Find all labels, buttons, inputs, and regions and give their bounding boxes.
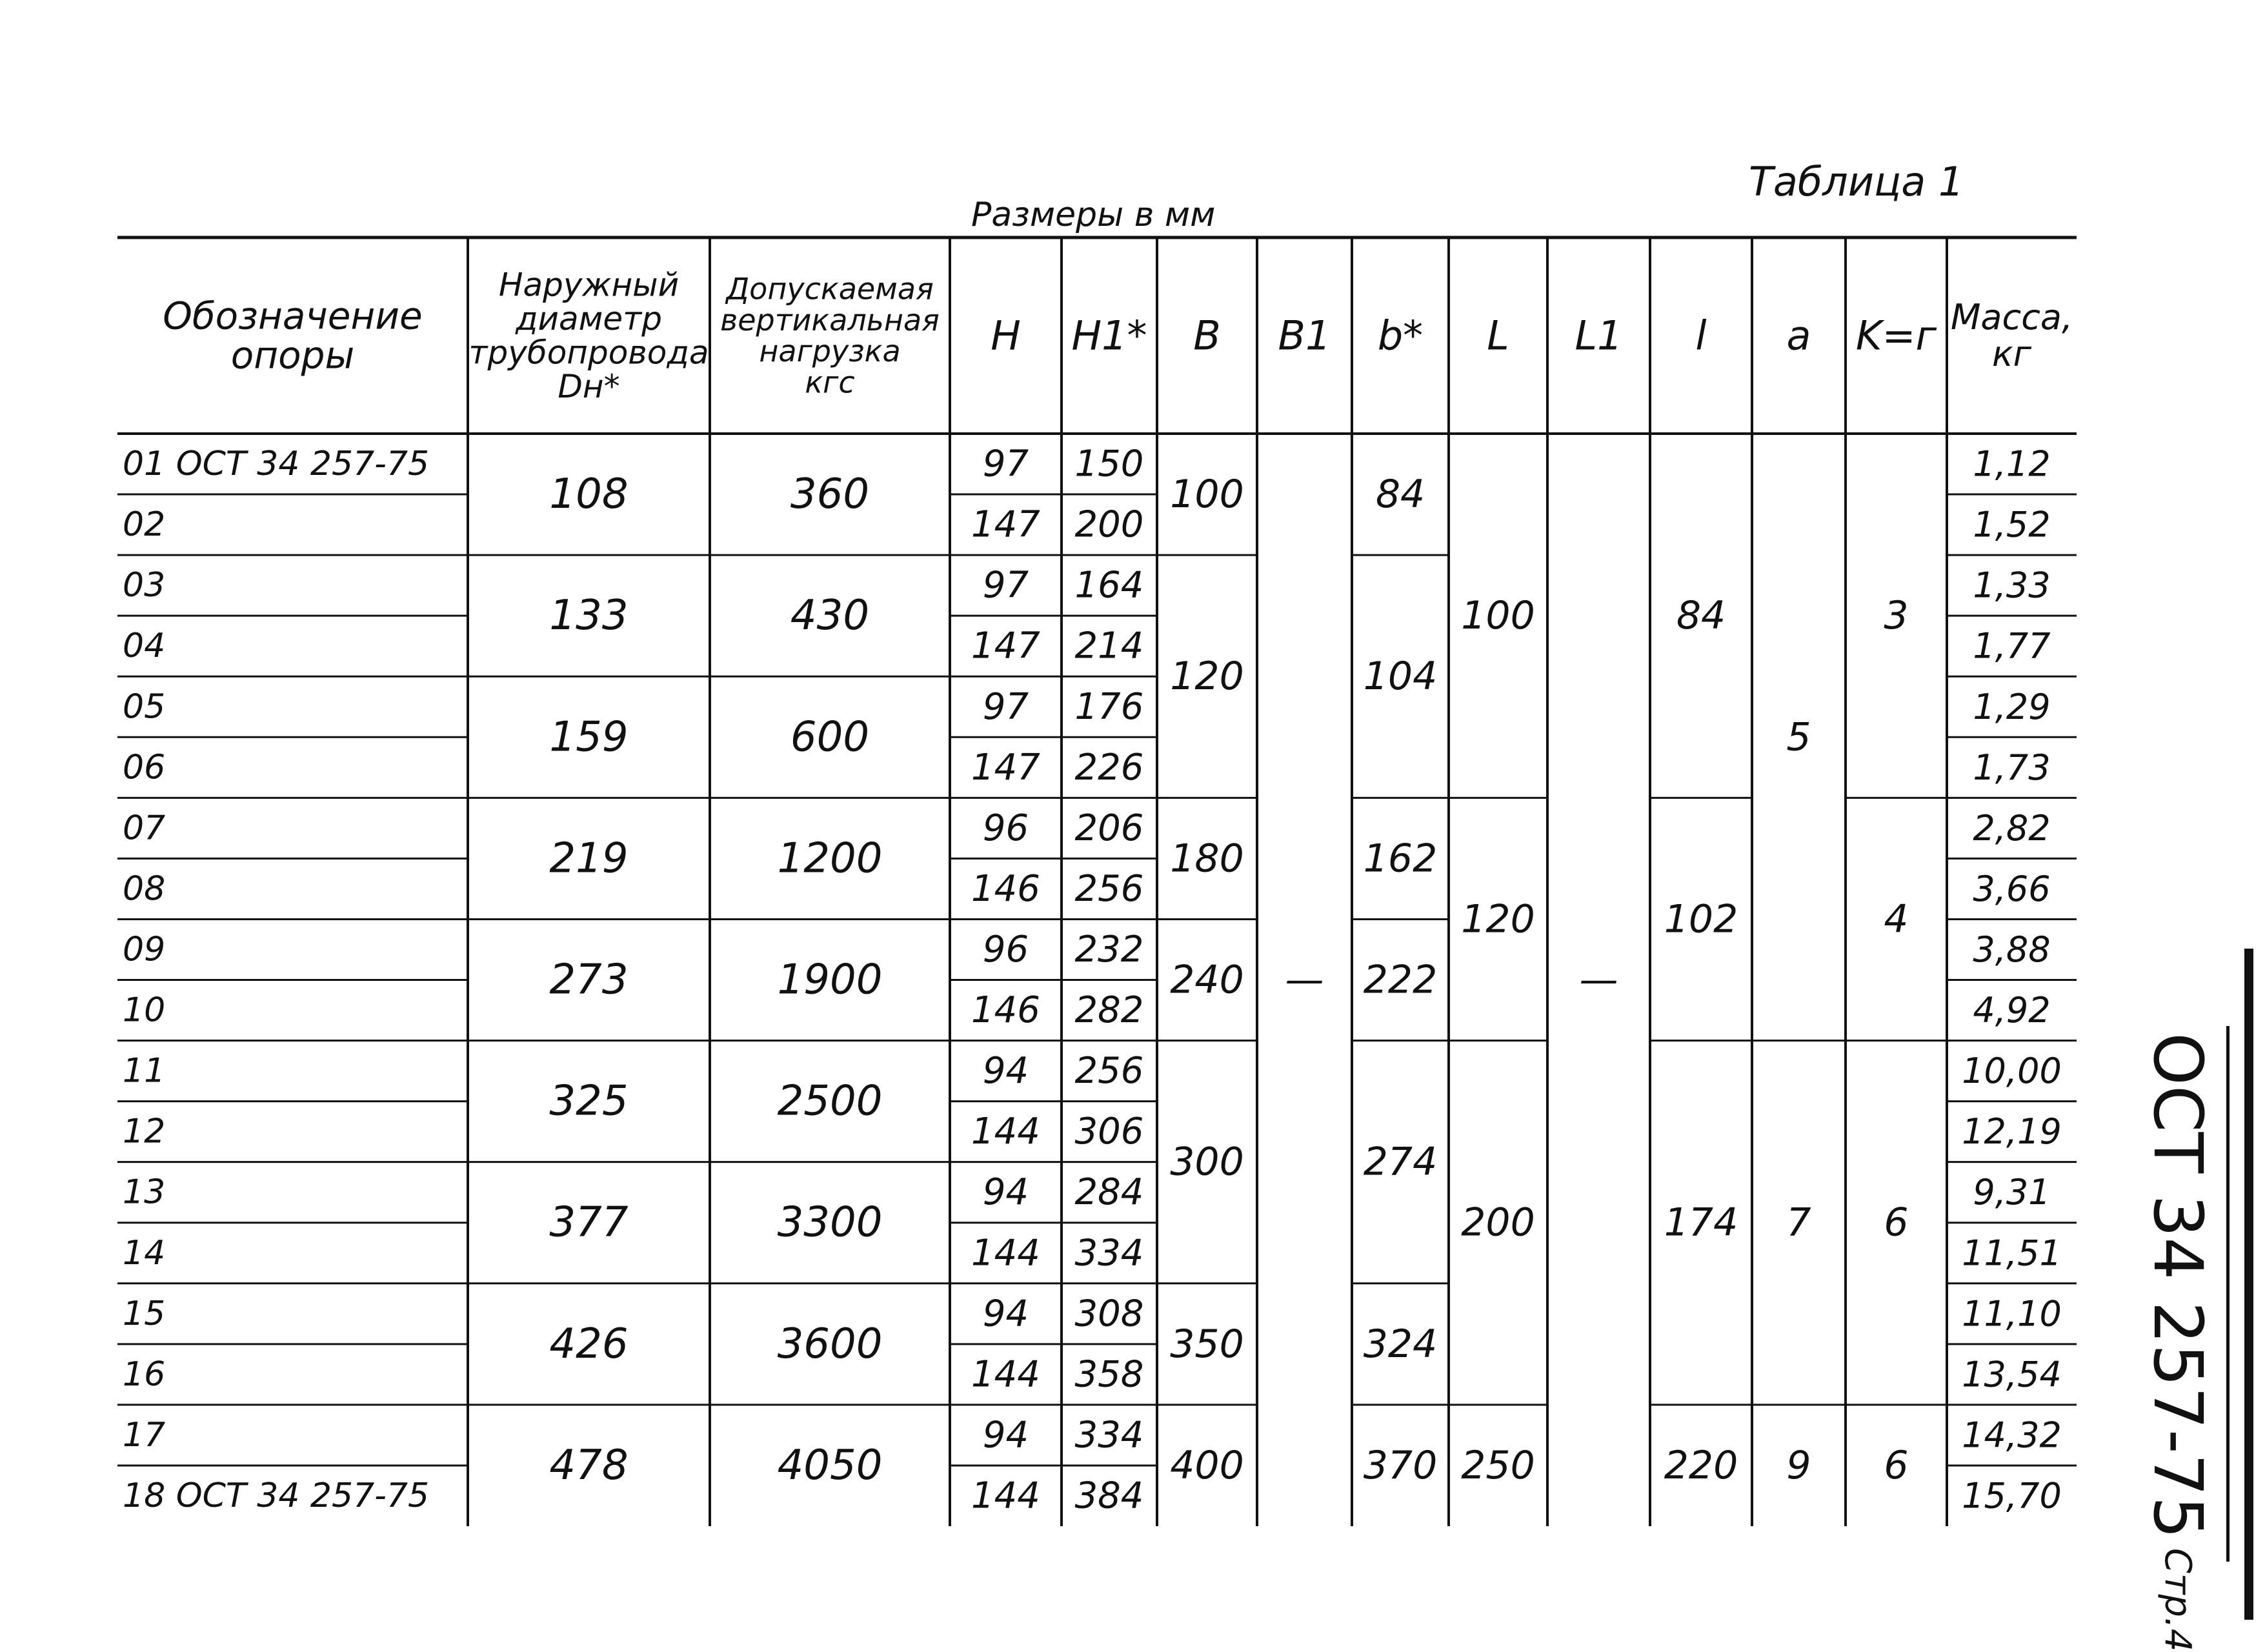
designation-cell: 13 [123,1173,166,1212]
designation-cell: 08 [123,869,166,909]
outer-diameter-cell: 325 [549,1077,629,1125]
mass-header-line: Масса, [1950,297,2073,338]
H-cell: 96 [982,928,1029,971]
H-cell: 94 [982,1050,1029,1093]
H-cell: 144 [971,1111,1040,1153]
designation-header-line: Обозначение [163,294,423,338]
B-cell: 300 [1170,1139,1244,1185]
a-cell: 9 [1786,1442,1811,1488]
L-cell: 250 [1461,1442,1535,1488]
L-cell: 200 [1461,1200,1535,1245]
H1-cell: 308 [1074,1293,1144,1335]
outer-diameter-cell: 426 [549,1320,629,1368]
dimensions-caption: Размеры в мм [971,196,1216,234]
H1-cell: 226 [1074,746,1144,789]
H-cell: 97 [982,443,1029,485]
load-header-line: кгс [805,365,855,400]
H1-cell: 358 [1074,1353,1144,1396]
designation-cell: 05 [123,687,166,727]
b-cell: 222 [1363,957,1438,1003]
B-cell: 180 [1170,836,1244,881]
H1-cell: 256 [1074,1050,1144,1093]
outer-diameter-header-line: Dн* [558,367,620,405]
H1-cell: 206 [1074,807,1144,849]
load-header-line: Допускаемая [726,271,934,307]
b-cell: 162 [1363,836,1438,881]
table-header [163,266,2073,405]
mass-cell: 1,52 [1973,504,2051,545]
b-cell: 324 [1363,1321,1438,1367]
outer-diameter-header-line: диаметр [515,299,663,337]
K-cell: 4 [1884,896,1909,942]
B-cell: 400 [1170,1442,1244,1488]
outer-diameter-header-line: Наружный [498,266,680,304]
H-cell: 146 [971,867,1040,910]
designation-header-line: опоры [230,333,355,378]
B-cell: 120 [1170,654,1244,700]
outer-diameter-cell: 108 [549,470,629,519]
mass-cell: 11,51 [1962,1233,2062,1274]
a-cell: 7 [1786,1200,1811,1245]
standard-code: ОСТ 34 257-75 [2139,1032,2217,1539]
outer-diameter-cell: 273 [549,956,629,1004]
H1-cell: 150 [1074,443,1144,485]
mass-cell: 1,12 [1973,443,2051,485]
mass-cell: 11,10 [1962,1293,2062,1335]
l-cell: 174 [1664,1200,1738,1245]
H1-cell: 256 [1074,867,1144,910]
designation-cell: 11 [123,1051,166,1091]
outer-diameter-cell: 377 [549,1198,629,1247]
H1-cell: 284 [1074,1171,1144,1214]
H-cell: 147 [971,503,1040,546]
load-header-line: нагрузка [759,334,901,369]
designation-cell: 04 [123,627,166,666]
designation-cell: 01 ОСТ 34 257-75 [123,445,430,484]
outer-diameter-cell: 133 [549,592,629,640]
load-cell: 4050 [777,1441,883,1489]
designation-cell: 17 [123,1415,166,1455]
L-cell: 120 [1461,896,1535,942]
designation-cell: 12 [123,1112,166,1151]
H-cell: 146 [971,989,1040,1032]
H-cell: 144 [971,1475,1040,1517]
B1-cell: — [1285,957,1324,1003]
header-B1: B1 [1278,312,1331,359]
load-cell: 430 [790,592,870,640]
load-cell: 1200 [777,834,883,883]
H-cell: 94 [982,1293,1029,1335]
a-cell: 5 [1786,714,1811,760]
designation-cell: 14 [123,1233,166,1273]
b-cell: 274 [1363,1139,1438,1185]
H1-cell: 282 [1074,989,1144,1032]
header-K: K=г [1855,312,1937,359]
b-cell: 84 [1375,472,1425,518]
designation-cell: 09 [123,930,166,969]
load-cell: 1900 [777,956,883,1004]
mass-cell: 13,54 [1962,1354,2062,1395]
load-cell: 360 [790,470,870,519]
mass-cell: 14,32 [1962,1415,2062,1456]
b-cell: 370 [1363,1442,1438,1488]
header-b: b* [1377,312,1424,359]
mass-cell: 1,29 [1973,686,2051,727]
load-cell: 600 [790,713,870,761]
H-cell: 96 [982,807,1029,849]
H1-cell: 214 [1074,625,1144,667]
K-cell: 3 [1884,593,1909,639]
H1-cell: 176 [1074,685,1144,728]
K-cell: 6 [1884,1442,1909,1488]
l-cell: 220 [1664,1442,1738,1488]
designation-cell: 06 [123,748,166,787]
designation-cell: 07 [123,809,166,848]
H-cell: 144 [971,1232,1040,1274]
H-cell: 147 [971,746,1040,789]
mass-cell: 9,31 [1973,1172,2051,1213]
header-L: L [1487,312,1509,359]
l-cell: 84 [1676,593,1726,639]
header-a: a [1786,312,1811,359]
H1-cell: 334 [1074,1414,1144,1456]
header-l: l [1695,312,1707,359]
b-cell: 104 [1363,654,1438,700]
outer-diameter-cell: 478 [549,1441,629,1489]
mass-cell: 2,82 [1973,807,2051,849]
H1-cell: 384 [1074,1475,1144,1517]
H-cell: 97 [982,685,1029,728]
header-H1: H1* [1071,312,1147,359]
H-cell: 94 [982,1171,1029,1214]
page-number: Стр.4 [2157,1547,2199,1652]
H1-cell: 232 [1074,928,1144,971]
table-title: Таблица 1 [1749,158,1964,205]
mass-cell: 1,33 [1973,565,2051,606]
H1-cell: 200 [1074,503,1144,546]
mass-cell: 3,88 [1973,929,2051,970]
H1-cell: 334 [1074,1232,1144,1274]
load-cell: 3600 [777,1320,883,1368]
designation-cell: 18 ОСТ 34 257-75 [123,1476,430,1515]
page-edge-bar [2244,949,2253,1620]
H1-cell: 164 [1074,564,1144,607]
header-B: B [1193,312,1221,359]
mass-cell: 10,00 [1962,1051,2062,1092]
header-L1: L1 [1575,312,1623,359]
designation-cell: 16 [123,1355,166,1394]
outer-diameter-header-line: трубопровода [468,334,709,372]
designation-cell: 02 [123,505,166,545]
load-header-line: вертикальная [720,302,940,337]
mass-cell: 1,73 [1973,747,2051,788]
H-cell: 94 [982,1414,1029,1456]
K-cell: 6 [1884,1200,1909,1245]
mass-cell: 3,66 [1973,868,2051,909]
header-H: H [991,312,1021,359]
mass-header-line: кг [1992,333,2031,374]
load-cell: 2500 [777,1077,883,1125]
H-cell: 97 [982,564,1029,607]
H1-cell: 306 [1074,1111,1144,1153]
L1-cell: — [1579,957,1618,1003]
designation-cell: 10 [123,991,166,1030]
l-cell: 102 [1664,896,1738,942]
standard-stamp [2133,1026,2230,1652]
L-cell: 100 [1461,593,1535,639]
outer-diameter-cell: 219 [549,834,629,883]
B-cell: 100 [1170,472,1244,518]
outer-diameter-cell: 159 [549,713,629,761]
H-cell: 147 [971,625,1040,667]
mass-cell: 4,92 [1973,990,2051,1031]
mass-cell: 1,77 [1973,625,2051,667]
designation-cell: 15 [123,1294,166,1333]
H-cell: 144 [971,1353,1040,1396]
B-cell: 240 [1170,957,1244,1003]
mass-cell: 15,70 [1962,1475,2062,1516]
designation-cell: 03 [123,566,166,605]
load-cell: 3300 [777,1198,883,1247]
B-cell: 350 [1170,1321,1244,1367]
mass-cell: 12,19 [1962,1111,2062,1153]
